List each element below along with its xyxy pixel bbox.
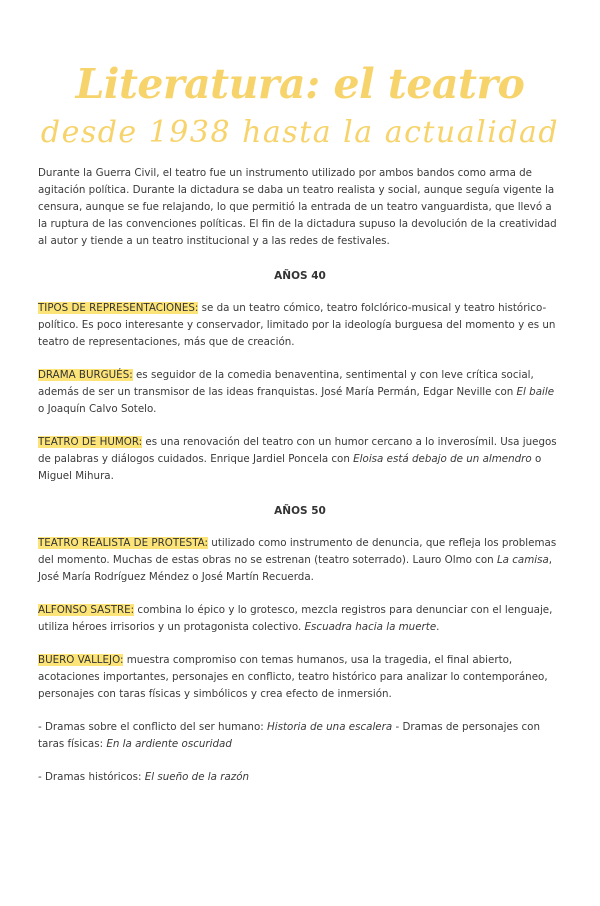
highlight-label: TEATRO REALISTA DE PROTESTA:	[38, 537, 209, 549]
paragraph-text: .	[436, 621, 440, 633]
page-subtitle: desde 1938 hasta la actualidad	[40, 115, 560, 150]
paragraph-text: se da un teatro cómico, teatro folclórico-musical y teatro histórico-político. Es poco interesante y conservador, limitado por la ideología burguesa del momento y es un teatro de representaciones, más que de creación.	[38, 302, 556, 348]
paragraph-text: utilizado como instrumento de denuncia, que refleja los problemas del momento. Muchas de estas obras no se estrenan (teatro soterrado). Lauro Olmo con	[38, 537, 557, 566]
document-page	[0, 58, 600, 906]
highlight-label: TEATRO DE HUMOR:	[38, 436, 143, 448]
paragraph-buero-vallejo	[38, 652, 562, 703]
highlight-label: TIPOS DE REPRESENTACIONES:	[38, 302, 199, 314]
paragraph-teatro-realista	[38, 535, 562, 586]
section-heading-50s: AÑOS 50	[274, 505, 326, 517]
work-title: El sueño de la razón	[144, 771, 250, 783]
paragraph-dramas-historicos	[38, 769, 562, 786]
intro-paragraph: Durante la Guerra Civil, el teatro fue un instrumento utilizado por ambos bandos como arma de agitación política. Durante la dictadura se daba un teatro realista y social, aunque seguía vigente la censura, aunque se fue relajando, lo que permitió la entrada de un teatro vanguardista, que llevó a la ruptura de las convenciones políticas. El fin de la dictadura supuso la devolución de la creatividad al autor y tiende a un teatro institucional y a las redes de festivales.	[38, 167, 557, 247]
highlight-label: BUERO VALLEJO:	[38, 654, 124, 666]
work-title: El baile	[516, 386, 555, 398]
paragraph-text: es seguidor de la comedia benaventina, sentimental y con leve crítica social, además de ser un transmisor de las ideas franquistas. José María Permán, Edgar Neville con	[38, 369, 534, 398]
work-title: La camisa	[496, 554, 549, 566]
paragraph-text: - Dramas sobre el conflicto del ser humano:	[38, 721, 268, 733]
section-heading-40s: AÑOS 40	[274, 270, 326, 282]
highlight-label: ALFONSO SASTRE:	[38, 604, 135, 616]
work-title: Historia de una escalera	[267, 721, 393, 733]
paragraph-text: o Miguel Mihura.	[38, 453, 542, 482]
work-title: Eloisa está debajo de un almendro	[353, 453, 532, 465]
paragraph-text: es una renovación del teatro con un humor cercano a lo inverosímil. Usa juegos de palabras y diálogos cuidados. Enrique Jardiel Poncela con	[38, 436, 557, 465]
paragraph-tipos-representaciones	[38, 300, 562, 351]
paragraph-text: - Dramas históricos:	[38, 771, 145, 783]
paragraph-teatro-humor	[38, 434, 562, 485]
paragraph-text: - Dramas de personajes con taras físicas:	[38, 721, 540, 750]
paragraph-text: combina lo épico y lo grotesco, mezcla registros para denunciar con el lenguaje, utiliza héroes irrisorios y un protagonista colectivo.	[38, 604, 553, 633]
paragraph-text: o Joaquín Calvo Sotelo.	[38, 403, 157, 415]
paragraph-drama-burgues	[38, 367, 562, 418]
paragraph-text: muestra compromiso con temas humanos, usa la tragedia, el final abierto, acotaciones importantes, personajes en conflicto, teatro histórico para analizar lo contemporáneo, personajes con taras físicas y simbólicos y crea efecto de inmersión.	[38, 654, 548, 700]
highlight-label: DRAMA BURGUÉS:	[38, 369, 133, 381]
page-title: Literatura: el teatro	[75, 60, 525, 108]
paragraph-text: , José María Rodríguez Méndez o José Martín Recuerda.	[38, 554, 553, 583]
work-title: En la ardiente oscuridad	[106, 738, 232, 750]
paragraph-dramas-list	[38, 719, 562, 753]
paragraph-alfonso-sastre	[38, 602, 562, 636]
work-title: Escuadra hacia la muerte	[304, 621, 437, 633]
